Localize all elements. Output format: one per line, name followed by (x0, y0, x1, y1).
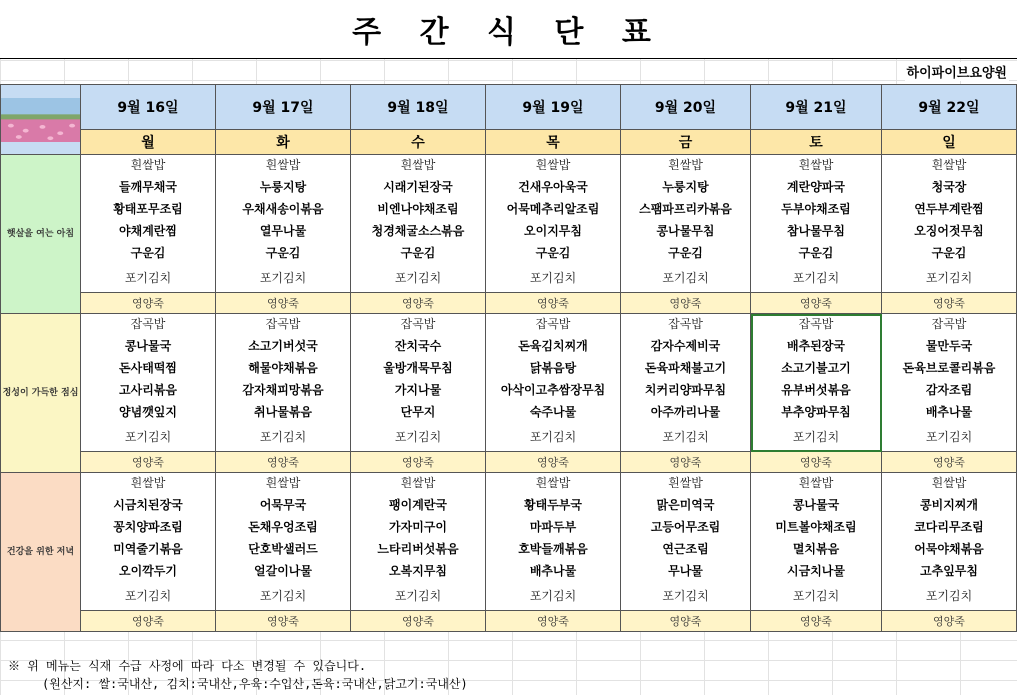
menu-item: 흰쌀밥 (798, 476, 834, 490)
menu-item: 유부버섯볶음 (781, 383, 851, 397)
menu-item: 시금치된장국 (113, 498, 183, 512)
date-cell: 9월 21일 (751, 85, 882, 130)
menu-item: 소고기버섯국 (248, 339, 318, 353)
menu-item: 숙주나물 (529, 405, 577, 419)
menu-item: 콩나물국 (124, 339, 172, 353)
menu-item: 연근조림 (662, 542, 709, 556)
menu-item: 포기김치 (394, 589, 442, 603)
dinner-cell[interactable] (351, 473, 486, 611)
menu-item: 단호박샐러드 (248, 542, 318, 556)
menu-item: 포기김치 (394, 271, 442, 285)
porridge-cell[interactable]: 영양죽 (486, 452, 621, 473)
menu-item: 잡곡밥 (931, 317, 967, 331)
menu-item: 흰쌀밥 (668, 476, 703, 490)
menu-item: 돈육브로콜리볶음 (902, 361, 996, 375)
menu-item: 해물야채볶음 (248, 361, 318, 375)
menu-item: 연두부계란찜 (914, 202, 984, 216)
origin-note: (원산지: 쌀:국내산, 김치:국내산,우육:수입산,돈육:국내산,닭고기:국내산) (42, 677, 468, 691)
menu-item: 돈사태떡찜 (119, 361, 177, 375)
menu-item: 고추잎무침 (920, 564, 978, 578)
dinner-cell[interactable] (81, 473, 216, 611)
menu-item: 구운김 (400, 246, 436, 260)
dinner-cell[interactable] (751, 473, 882, 611)
date-cell: 9월 22일 (882, 85, 1017, 130)
porridge-cell[interactable]: 영양죽 (216, 452, 351, 473)
menu-item: 포기김치 (925, 589, 973, 603)
breakfast-cell[interactable] (81, 155, 216, 293)
porridge-cell[interactable]: 영양죽 (216, 293, 351, 314)
flower-field-icon (1, 98, 80, 142)
porridge-cell[interactable]: 영양죽 (882, 293, 1017, 314)
menu-item: 포기김치 (124, 430, 172, 444)
menu-item: 포기김치 (124, 271, 172, 285)
menu-item: 포기김치 (792, 430, 840, 444)
porridge-cell[interactable]: 영양죽 (621, 452, 751, 473)
porridge-cell[interactable]: 영양죽 (351, 452, 486, 473)
menu-item: 느타리버섯볶음 (377, 542, 459, 556)
porridge-cell[interactable]: 영양죽 (751, 452, 882, 473)
lunch-cell[interactable] (621, 314, 751, 452)
lunch-cell[interactable] (351, 314, 486, 452)
weekday-cell: 화 (216, 130, 351, 155)
menu-item: 구운김 (798, 246, 834, 260)
porridge-cell[interactable]: 영양죽 (81, 293, 216, 314)
weekday-cell: 월 (81, 130, 216, 155)
lunch-cell[interactable] (216, 314, 351, 452)
menu-item: 포기김치 (792, 589, 840, 603)
menu-item: 흰쌀밥 (535, 476, 571, 490)
menu-item: 포기김치 (394, 430, 442, 444)
menu-item: 포기김치 (925, 430, 973, 444)
menu-item: 돈육김치찌개 (518, 339, 588, 353)
menu-item: 팽이계란국 (389, 498, 447, 512)
menu-item: 포기김치 (124, 589, 172, 603)
menu-item: 가자미구이 (389, 520, 447, 534)
lunch-cell[interactable] (486, 314, 621, 452)
menu-item: 콩나물국 (792, 498, 840, 512)
menu-item: 구운김 (265, 246, 301, 260)
breakfast-row (1, 155, 1017, 293)
menu-change-note: ※ 위 메뉴는 식재 수급 사정에 따라 다소 변경될 수 있습니다. (8, 659, 367, 673)
menu-item: 포기김치 (529, 271, 577, 285)
menu-item: 울방개묵무침 (383, 361, 453, 375)
breakfast-cell[interactable] (621, 155, 751, 293)
menu-item: 포기김치 (259, 430, 307, 444)
weekday-header-row (1, 130, 1017, 155)
menu-item: 흰쌀밥 (931, 476, 967, 490)
menu-item: 꽁치양파조림 (113, 520, 183, 534)
porridge-cell[interactable]: 영양죽 (486, 611, 621, 632)
date-header-row (1, 85, 1017, 130)
menu-item: 스팸파프리카볶음 (639, 202, 732, 216)
menu-item: 취나물볶음 (254, 405, 312, 419)
menu-item: 배추나물 (925, 405, 973, 419)
menu-item: 구운김 (931, 246, 967, 260)
menu-item: 가지나물 (394, 383, 442, 397)
porridge-cell[interactable]: 영양죽 (81, 452, 216, 473)
menu-item: 두부야채조림 (781, 202, 851, 216)
menu-item: 흰쌀밥 (130, 158, 166, 172)
breakfast-cell[interactable] (216, 155, 351, 293)
menu-item: 구운김 (130, 246, 166, 260)
date-cell: 9월 17일 (216, 85, 351, 130)
porridge-cell[interactable]: 영양죽 (486, 293, 621, 314)
lunch-cell[interactable] (81, 314, 216, 452)
menu-item: 청국장 (931, 180, 967, 194)
menu-item: 흰쌀밥 (931, 158, 967, 172)
menu-item: 건새우아욱국 (518, 180, 588, 194)
breakfast-cell[interactable] (351, 155, 486, 293)
porridge-cell[interactable]: 영양죽 (621, 611, 751, 632)
menu-item: 청경채굴소스볶음 (371, 224, 465, 238)
menu-item: 황태두부국 (524, 498, 582, 512)
menu-item: 포기김치 (259, 589, 307, 603)
menu-item: 미트볼야채조림 (775, 520, 857, 534)
menu-item: 어묵무국 (259, 498, 307, 512)
porridge-cell[interactable]: 영양죽 (621, 293, 751, 314)
dinner-porridge-row (1, 611, 1017, 632)
footnotes (8, 657, 468, 693)
date-cell: 9월 16일 (81, 85, 216, 130)
menu-item: 배추나물 (529, 564, 577, 578)
weekday-cell: 수 (351, 130, 486, 155)
menu-item: 구운김 (668, 246, 703, 260)
menu-item: 시래기된장국 (383, 180, 453, 194)
menu-item: 무나물 (668, 564, 703, 578)
flower-field-image (1, 85, 81, 155)
menu-item: 물만두국 (925, 339, 973, 353)
menu-item: 오징어젓무침 (914, 224, 984, 238)
breakfast-cell[interactable] (486, 155, 621, 293)
menu-item: 구운김 (535, 246, 571, 260)
breakfast-cell[interactable] (882, 155, 1017, 293)
lunch-porridge-row (1, 452, 1017, 473)
menu-item: 흰쌀밥 (265, 476, 301, 490)
menu-item: 포기김치 (529, 430, 577, 444)
weekday-cell: 금 (621, 130, 751, 155)
weekday-cell: 목 (486, 130, 621, 155)
menu-item: 멸치볶음 (792, 542, 840, 556)
menu-item: 닭볶음탕 (529, 361, 577, 375)
dinner-label: 건강을 위한 저녁 (1, 473, 81, 632)
menu-item: 고사리볶음 (119, 383, 177, 397)
menu-item: 계란양파국 (787, 180, 845, 194)
breakfast-label: 햇살을 여는 아침 (1, 155, 81, 314)
menu-item: 황태포무조림 (113, 202, 183, 216)
dinner-cell[interactable] (486, 473, 621, 611)
menu-item: 포기김치 (662, 271, 709, 285)
menu-item: 우채새송이볶음 (242, 202, 324, 216)
menu-item: 치커리양파무침 (644, 383, 727, 397)
menu-item: 감자채피망볶음 (242, 383, 324, 397)
lunch-cell[interactable] (882, 314, 1017, 452)
weekday-cell: 토 (751, 130, 882, 155)
menu-item: 흰쌀밥 (798, 158, 834, 172)
lunch-label: 정성이 가득한 점심 (1, 314, 81, 473)
menu-item: 잡곡밥 (535, 317, 571, 331)
date-cell: 9월 19일 (486, 85, 621, 130)
menu-item: 흰쌀밥 (400, 158, 436, 172)
menu-item: 콩나물무침 (656, 224, 715, 238)
lunch-row (1, 314, 1017, 452)
porridge-cell[interactable]: 영양죽 (882, 611, 1017, 632)
porridge-cell[interactable]: 영양죽 (751, 293, 882, 314)
dinner-cell[interactable] (621, 473, 751, 611)
menu-item: 잡곡밥 (265, 317, 301, 331)
porridge-cell[interactable]: 영양죽 (351, 611, 486, 632)
menu-item: 부추양파무침 (781, 405, 851, 419)
menu-item: 잡곡밥 (668, 317, 703, 331)
menu-item: 흰쌀밥 (265, 158, 301, 172)
dinner-cell[interactable] (882, 473, 1017, 611)
menu-item: 들깨무채국 (119, 180, 177, 194)
menu-item: 아주까리나물 (650, 405, 721, 419)
menu-item: 양념깻잎지 (119, 405, 177, 419)
menu-item: 코다리무조림 (914, 520, 984, 534)
weekday-cell: 일 (882, 130, 1017, 155)
menu-item: 돈채우엉조림 (248, 520, 318, 534)
menu-item: 잡곡밥 (400, 317, 436, 331)
menu-item: 포기김치 (662, 430, 709, 444)
facility-name: 하이파이브요양원 (905, 62, 1009, 81)
menu-body (1, 155, 1017, 632)
menu-item: 감자수제비국 (650, 339, 721, 353)
menu-item: 맑은미역국 (656, 498, 715, 512)
menu-item: 포기김치 (529, 589, 577, 603)
dinner-row (1, 473, 1017, 611)
menu-item: 비엔나야채조림 (377, 202, 459, 216)
porridge-cell[interactable]: 영양죽 (216, 611, 351, 632)
date-cell: 9월 18일 (351, 85, 486, 130)
menu-item: 감자조림 (925, 383, 973, 397)
page-title: 주 간 식 단 표 (352, 15, 665, 50)
porridge-cell[interactable]: 영양죽 (882, 452, 1017, 473)
menu-item: 호박들깨볶음 (518, 542, 588, 556)
porridge-cell[interactable]: 영양죽 (751, 611, 882, 632)
menu-item: 흰쌀밥 (130, 476, 166, 490)
menu-item: 얼갈이나물 (254, 564, 312, 578)
breakfast-porridge-row (1, 293, 1017, 314)
menu-item: 흰쌀밥 (400, 476, 436, 490)
menu-item: 고등어무조림 (650, 520, 721, 534)
menu-item: 오복지무침 (389, 564, 447, 578)
menu-item: 어묵메추리알조림 (506, 202, 600, 216)
menu-item: 콩비지찌개 (920, 498, 978, 512)
lunch-cell[interactable] (751, 314, 882, 452)
menu-item: 포기김치 (792, 271, 840, 285)
menu-item: 누룽지탕 (259, 180, 307, 194)
menu-item: 야채계란찜 (119, 224, 177, 238)
menu-item: 열무나물 (259, 224, 307, 238)
menu-item: 소고기불고기 (781, 361, 851, 375)
porridge-cell[interactable]: 영양죽 (81, 611, 216, 632)
menu-item: 누룽지탕 (662, 180, 709, 194)
menu-item: 시금치나물 (787, 564, 845, 578)
menu-item: 잡곡밥 (130, 317, 166, 331)
menu-item: 참나물무침 (787, 224, 845, 238)
date-cell: 9월 20일 (621, 85, 751, 130)
weekly-menu-table (0, 84, 1017, 632)
menu-item: 오이깍두기 (119, 564, 177, 578)
porridge-cell[interactable]: 영양죽 (351, 293, 486, 314)
menu-item: 미역줄기볶음 (113, 542, 183, 556)
menu-item: 흰쌀밥 (668, 158, 703, 172)
menu-item: 단무지 (400, 405, 436, 419)
menu-item: 잔치국수 (394, 339, 442, 353)
dinner-cell[interactable] (216, 473, 351, 611)
menu-item: 아삭이고추쌈장무침 (500, 383, 606, 397)
menu-item: 돈육파채불고기 (644, 361, 727, 375)
title-band (0, 0, 1017, 59)
menu-item: 배추된장국 (787, 339, 845, 353)
menu-item: 포기김치 (925, 271, 973, 285)
menu-item: 포기김치 (259, 271, 307, 285)
menu-item: 오이지무침 (524, 224, 582, 238)
menu-item: 포기김치 (662, 589, 709, 603)
menu-item: 마파두부 (529, 520, 577, 534)
menu-item: 흰쌀밥 (535, 158, 571, 172)
menu-item: 잡곡밥 (798, 317, 834, 331)
breakfast-cell[interactable] (751, 155, 882, 293)
menu-item: 어묵야채볶음 (914, 542, 984, 556)
